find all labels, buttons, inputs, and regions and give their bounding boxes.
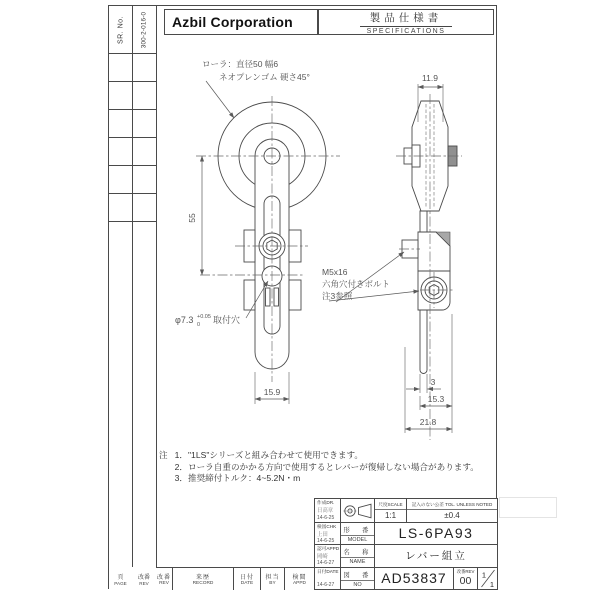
- bolt-note-line2: 六角穴付きボルト: [322, 279, 391, 289]
- dim-3: 3: [430, 377, 436, 387]
- sidebar-rule: [109, 81, 156, 82]
- note-item-1: 1．"1LS"シリーズと組み合わせて使用できます。: [174, 450, 363, 460]
- revision-col-appd: 検閲 APPD: [292, 575, 307, 586]
- sr-no-label-cell: [109, 6, 132, 53]
- hole-note-tol-lower: 0: [197, 322, 201, 328]
- stamp-date: 日付DATE 14-6-27: [317, 568, 339, 588]
- revision-col-by: 担当 BY: [261, 568, 285, 590]
- revision-col-rev: 改番 REV: [156, 568, 173, 590]
- doc-title-jp: 製品仕様書: [360, 10, 453, 27]
- sidebar-divider: [132, 6, 133, 590]
- sr-number: 300-2-016-0: [140, 11, 148, 48]
- hole-note-dia: φ7.3: [175, 315, 194, 325]
- rev-label-en: REV: [139, 580, 149, 586]
- sidebar-right-border: [156, 6, 157, 590]
- dim-11-9: 11.9: [422, 73, 438, 83]
- notes-prefix: 注: [159, 450, 168, 460]
- page-label-jp: 頁: [117, 574, 124, 581]
- sidebar-page-cell: [109, 567, 132, 590]
- dim-21-8: 21.8: [419, 417, 437, 427]
- sidebar-rule: [109, 193, 156, 194]
- title-block: [314, 498, 498, 590]
- bolt-note-line1: M5x16: [322, 267, 348, 277]
- sidebar-rule: [109, 165, 156, 166]
- sidebar-rule: [109, 137, 156, 138]
- tolerance-cell: 記入のない公差 TOL. UNLESS NOTED ±0.4: [406, 499, 497, 522]
- svg-text:1: 1: [481, 570, 486, 580]
- note-item-3: 3．推奨締付トルク：4~5.2N・m: [174, 473, 301, 484]
- note-item-2: 2．ローラ自重のかかる方向で使用するとレバーが復帰しない場合があります。: [174, 461, 479, 472]
- revision-col-record: 来歴 RECORD: [173, 568, 234, 590]
- stamp-drawn: 作成DR. 日高章 14-6-25: [317, 500, 335, 521]
- dim-15-9: 15.9: [263, 387, 281, 397]
- sidebar-rule: [109, 221, 156, 222]
- notes-block: [159, 450, 494, 485]
- roller-note-line2: ネオプレンゴム 硬さ45°: [219, 72, 310, 82]
- sidebar-rule: [109, 53, 156, 54]
- third-angle-projection-icon: [340, 499, 374, 522]
- model-value-cell: LS-6PA93: [374, 522, 497, 545]
- faint-stamp-box: [499, 497, 557, 518]
- number-label-cell: 図 番 NO: [340, 567, 374, 590]
- name-value-cell: レバー組立: [374, 544, 497, 567]
- model-label-cell: 形 番 MODEL: [340, 522, 374, 545]
- sr-no-label: SR. No.: [117, 15, 124, 44]
- revision-col-date: 日付 DATE: [234, 568, 261, 590]
- company-title-cell: [164, 9, 318, 35]
- page-label-en: PAGE: [114, 580, 127, 586]
- sidebar-rev-cell: [132, 567, 156, 590]
- stamp-checked: 検図CHK 上田 14-6-25: [315, 522, 340, 545]
- name-label-cell: 名 称 NAME: [340, 544, 374, 567]
- hole-note-tol-upper: +0.05: [197, 314, 211, 320]
- document-title-cell: [318, 9, 494, 35]
- svg-text:1: 1: [489, 579, 494, 589]
- rev-number-cell: 改番REV 00: [453, 567, 477, 590]
- company-name: Azbil Corporation: [172, 14, 293, 30]
- dim-15-3: 15.3: [427, 394, 445, 404]
- bolt-note-line3: 注3参照: [322, 291, 353, 301]
- roller-note-line1: ローラ：直径50 幅6: [202, 59, 279, 69]
- drawing-sheet-frame: [108, 5, 497, 589]
- doc-title-en: SPECIFICATIONS: [366, 27, 446, 35]
- scale-cell: 尺度SCALE 1:1: [374, 499, 406, 522]
- revision-table-header: [156, 567, 314, 590]
- stamp-approved: 認可APPD 岡崎 14-6-27: [317, 546, 340, 566]
- page-fraction-cell: [477, 567, 497, 590]
- dim-55: 55: [187, 213, 197, 223]
- sr-number-cell: [132, 6, 156, 53]
- rev-label-jp: 改番: [137, 574, 150, 581]
- sidebar-rule: [109, 109, 156, 110]
- drawing-number-cell: AD53837: [374, 567, 453, 590]
- hole-note-suffix: 取付穴: [213, 315, 241, 325]
